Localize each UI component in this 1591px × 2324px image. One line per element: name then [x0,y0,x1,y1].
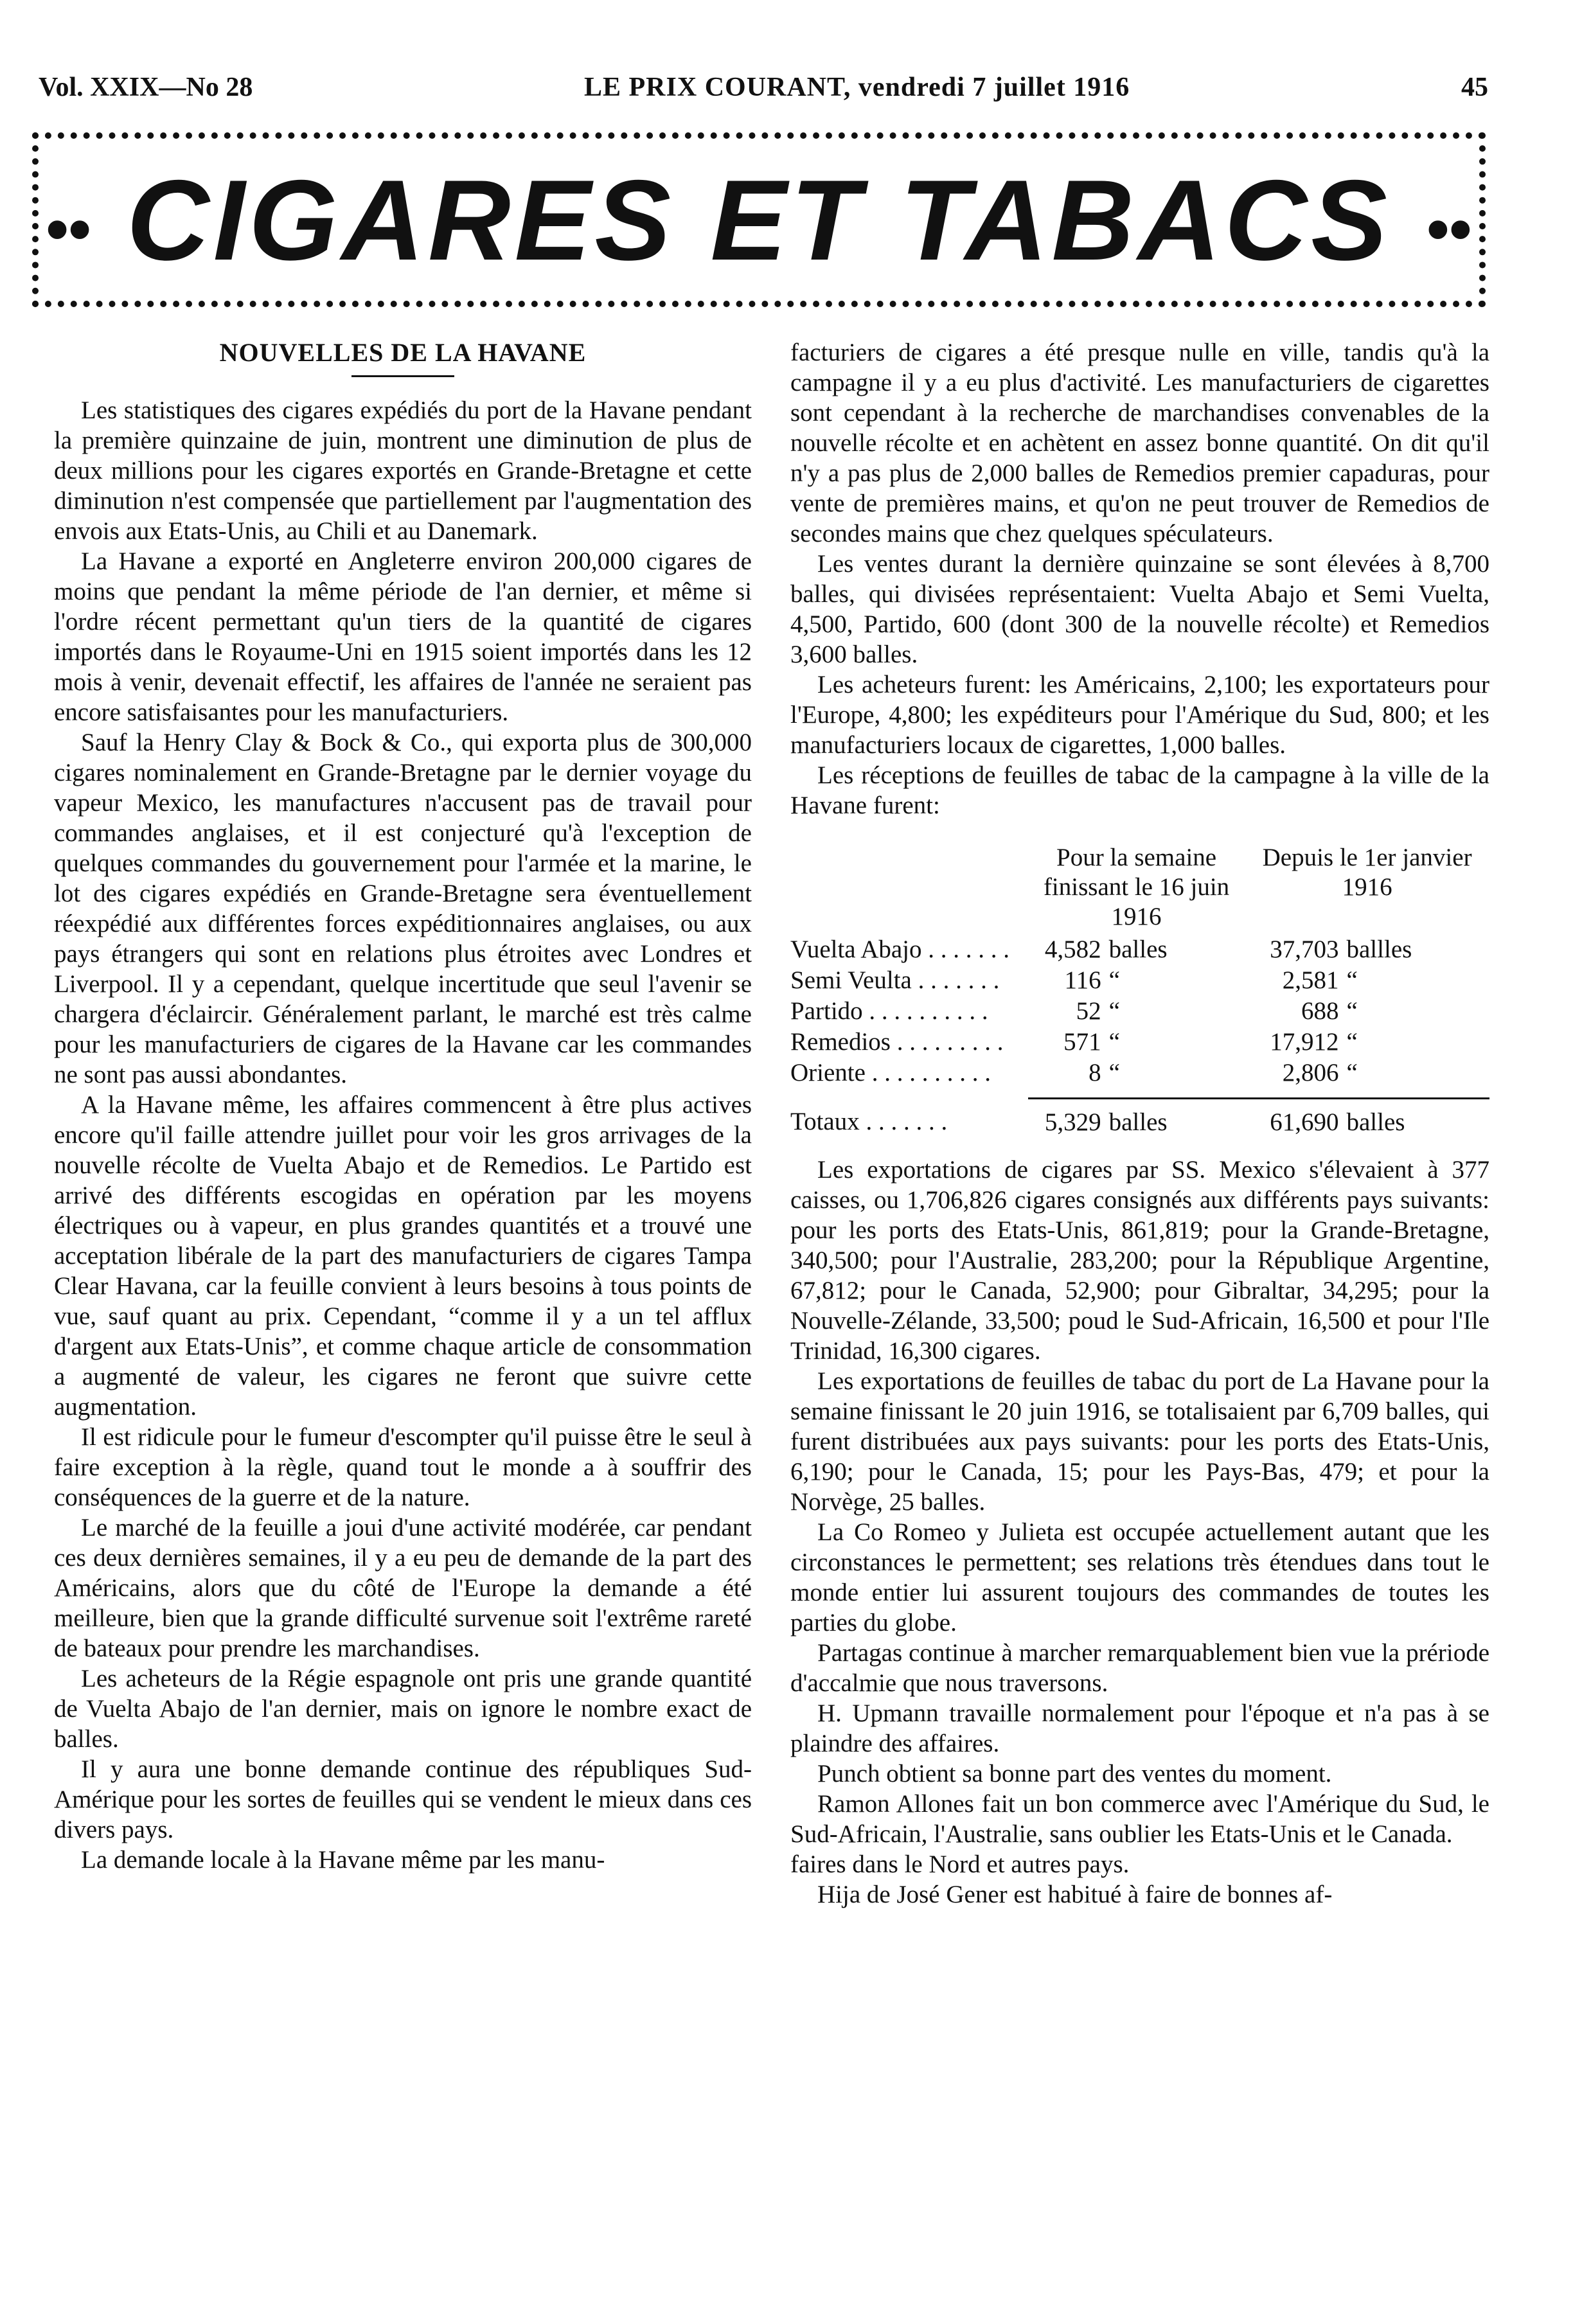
paragraph: Les acheteurs furent: les Américains, 2,100; les exportateurs pour l'Europe, 4,800; les expéditeurs pour l'Amérique du Sud, 800; et les manufacturiers locaux de cigarettes, 1,000 balles. [790,671,1489,759]
row-label: Remedios . . . . . . . . . [790,1028,1004,1056]
banner-title-text: CIGARES ET TABACS [127,155,1391,284]
since-unit: “ [1346,1059,1358,1087]
total-since-value: 61,690 [1270,1108,1339,1136]
total-week-value: 5,329 [1044,1108,1101,1136]
banner-title [46,154,1472,286]
title-rule [351,375,454,377]
paragraph: Les acheteurs de la Régie espagnole ont pris une grande quantité de Vuelta Abajo de l'an dernier, mais on ignore le nombre exact de balles. [54,1665,752,1753]
paragraph: Les ventes durant la dernière quinzaine se sont élevées à 8,700 balles, qui divisées représentaient: Vuelta Abajo et Semi Vuelta, 4,500, Partido, 600 (dont 300 de la nouvelle récolte) et Remedios 3,600 balles. [790,550,1489,668]
table-row [790,1027,1489,1058]
paragraph: La Co Romeo y Julieta est occupée actuellement autant que les circonstances le permettent; ses relations très étendues dans tout le monde entier lui assurent toujours des commandes de toutes les parties du globe. [790,1518,1489,1637]
row-label: Partido . . . . . . . . . . [790,997,988,1025]
paragraph: Partagas continue à marcher remarquablement bien vue la prériode d'accalmie que nous traversons. [790,1639,1489,1697]
since-value: 688 [1301,997,1339,1025]
article-title: NOUVELLES DE LA HAVANE [219,338,587,367]
paragraph: Sauf la Henry Clay & Bock & Co., qui exporta plus de 300,000 cigares nominalement en Grande-Bretagne par le dernier voyage du vapeur Mexico, les manufactures n'accusent pas de travail pour commandes anglaises, et il est conjecturé qu'à l'exception de quelques commandes du gouvernement pour l'armée et la marine, le lot des cigares expédiés en Grande-Bretagne sera éventuellement réexpédié aux différentes forces expéditionnaires anglaises, ou aux pays étrangers qui sont en relations plus étroites avec Londres et Liverpool. Il y a cependant, quelque incertitude que seul l'avenir se chargera d'éclaircir. Généralement parlant, le marché est très calme pour les manufacturiers de cigares de la Havane car les commandes ne sont pas aussi abondantes. [54,729,752,1088]
banner-dots-left: •• [46,192,91,265]
since-value: 37,703 [1270,936,1339,963]
paragraph: H. Upmann travaille normalement pour l'époque et n'a pas à se plaindre des affaires. [790,1699,1489,1757]
since-unit: “ [1346,997,1358,1025]
week-value: 116 [1064,966,1101,994]
week-unit: “ [1108,1028,1120,1056]
table-row [790,934,1489,965]
table-total-row [790,1099,1489,1139]
paragraph: facturiers de cigares a été presque nulle en ville, tandis qu'à la campagne il y a eu plus d'activité. Les manufacturiers de cigarettes sont cependant à la recherche de marchandises convenables de la nouvelle récolte et en achètent en assez bonne quantité. On dit qu'il n'y a pas plus de 2,000 balles de Remedios premier capaduras, pour vente de premières mains, et qu'on ne peut trouver de Remedios de secondes mains que chez quelques spéculateurs. [790,339,1489,547]
table-row [790,1058,1489,1088]
paragraph: Il y aura une bonne demande continue des républiques Sud-Amérique pour les sortes de feuilles qui se vendent le mieux dans ces divers pays. [54,1755,752,1843]
table-row [790,965,1489,996]
paragraph: Les réceptions de feuilles de tabac de la campagne à la ville de la Havane furent: [790,761,1489,819]
week-unit: “ [1108,997,1120,1025]
page-number: 45 [1461,73,1488,102]
paragraph: Hija de José Gener est habitué à faire de bonnes af- [817,1881,1333,1908]
section-banner [32,132,1486,307]
table-header-row [790,842,1489,934]
paragraph: A la Havane même, les affaires commencent à être plus actives encore qu'il faille attendre juillet pour voir les gros arrivages de la nouvelle récolte de Vuelta Abajo et de Remedios. Le Partido est arrivé des différents escogidas en opération par les moyens électriques ou à vapeur, en plus grandes quantités et a trouvé une acceptation libérale de la part des manufacturiers de cigares Tampa Clear Havana, car la feuille convient à leurs besoins à tous points de vue, sauf quant au prix. Cependant, “comme il y a un tel afflux d'argent aux Etats-Unis”, et comme chaque article de consommation a augmenté de valeur, les cigares ne feront que suivre cette augmentation. [54,1091,752,1421]
since-unit: “ [1346,966,1358,994]
table-total-rule [790,1088,1489,1099]
left-column [54,337,752,1875]
paragraph: Les exportations de cigares par SS. Mexico s'élevaient à 377 caisses, ou 1,706,826 cigares consignés aux différents pays suivants: pour les ports des Etats-Unis, 861,819; pour la Grande-Bretagne, 340,500; pour l'Australie, 283,200; pour la République Argentine, 67,812; pour le Canada, 52,900; pour Gibraltar, 34,295; pour la Nouvelle-Zélande, 33,500; poud le Sud-Africain, 16,500 et pour l'Ile Trinidad, 16,300 cigares. [790,1156,1489,1365]
row-label: Vuelta Abajo . . . . . . . [790,936,1010,963]
paragraph: Le marché de la feuille a joui d'une activité modérée, car pendant ces deux dernières semaines, il y a eu peu de demande de la part des Américains, alors que du côté de l'Europe la demande a été meilleure, bien que la grande difficulté survenue soit l'extrême rareté de bateaux pour prendre les marchandises. [54,1514,752,1662]
paragraph: Ramon Allones fait un bon commerce avec l'Amérique du Sud, le Sud-Africain, l'Australie, sans oublier les Etats-Unis et le Canada. [790,1790,1489,1848]
since-value: 2,806 [1282,1059,1339,1087]
paragraph: Les statistiques des cigares expédiés du port de la Havane pendant la première quinzaine de juin, montrent une diminution de plus de deux millions pour les cigares exportés en Grande-Bretagne et cette diminution n'est compensée que partiellement par l'augmentation des envois aux Etats-Unis, au Chili et au Danemark. [54,396,752,545]
row-label: Oriente . . . . . . . . . . [790,1059,991,1087]
paragraph: faires dans le Nord et autres pays. [790,1850,1130,1878]
paragraph: La demande locale à la Havane même par les manu- [81,1846,605,1874]
table-row [790,996,1489,1027]
week-unit: “ [1108,1059,1120,1087]
paragraph: Les exportations de feuilles de tabac du port de La Havane pour la semaine finissant le 20 juin 1916, se totalisaient par 6,709 balles, qui furent distribuées aux pays suivants: pour les ports des Etats-Unis, 6,190; pour le Canada, 15; pour les Pays-Bas, 479; et pour la Norvège, 25 balles. [790,1367,1489,1516]
since-unit: “ [1346,1028,1358,1056]
week-value: 52 [1076,997,1101,1025]
week-value: 8 [1089,1059,1101,1087]
since-value: 2,581 [1282,966,1339,994]
week-value: 571 [1063,1028,1101,1056]
since-unit: ballles [1346,936,1412,963]
right-column [790,337,1489,1910]
week-unit: “ [1108,966,1120,994]
total-week-unit: balles [1108,1108,1168,1136]
paragraph: Il est ridicule pour le fumeur d'escompter qu'il puisse être le seul à faire exception à la règle, quand tout le monde a à souffrir des conséquences de la guerre et de la nature. [54,1423,752,1511]
paragraph: La Havane a exporté en Angleterre environ 200,000 cigares de moins que pendant la même période de l'an dernier, et même si l'ordre récent permettant qu'un tiers de la quantité de cigares importés dans le Royaume-Uni en 1915 soient importés dans les 12 mois à venir, devenait effectif, les affaires de l'année ne seraient pas encore satisfaisantes pour les manufacturiers. [54,547,752,726]
header-since: Depuis le 1er janvier 1916 [1262,844,1472,901]
publication-date-line: LE PRIX COURANT, vendredi 7 juillet 1916 [584,73,1130,102]
week-unit: balles [1108,936,1168,963]
paragraph: Punch obtient sa bonne part des ventes du moment. [817,1760,1332,1787]
volume-number: Vol. XXIX—No 28 [39,73,253,102]
since-value: 17,912 [1270,1028,1339,1056]
header-week: Pour la semaine finissant le 16 juin 1916 [1043,844,1230,930]
row-label: Semi Veulta . . . . . . . [790,966,1000,994]
banner-dots-right: •• [1427,192,1472,265]
tobacco-receptions-table [790,842,1489,1138]
total-label: Totaux . . . . . . . [790,1108,948,1136]
running-head [39,72,1488,103]
total-since-unit: balles [1346,1108,1405,1136]
week-value: 4,582 [1044,936,1101,963]
